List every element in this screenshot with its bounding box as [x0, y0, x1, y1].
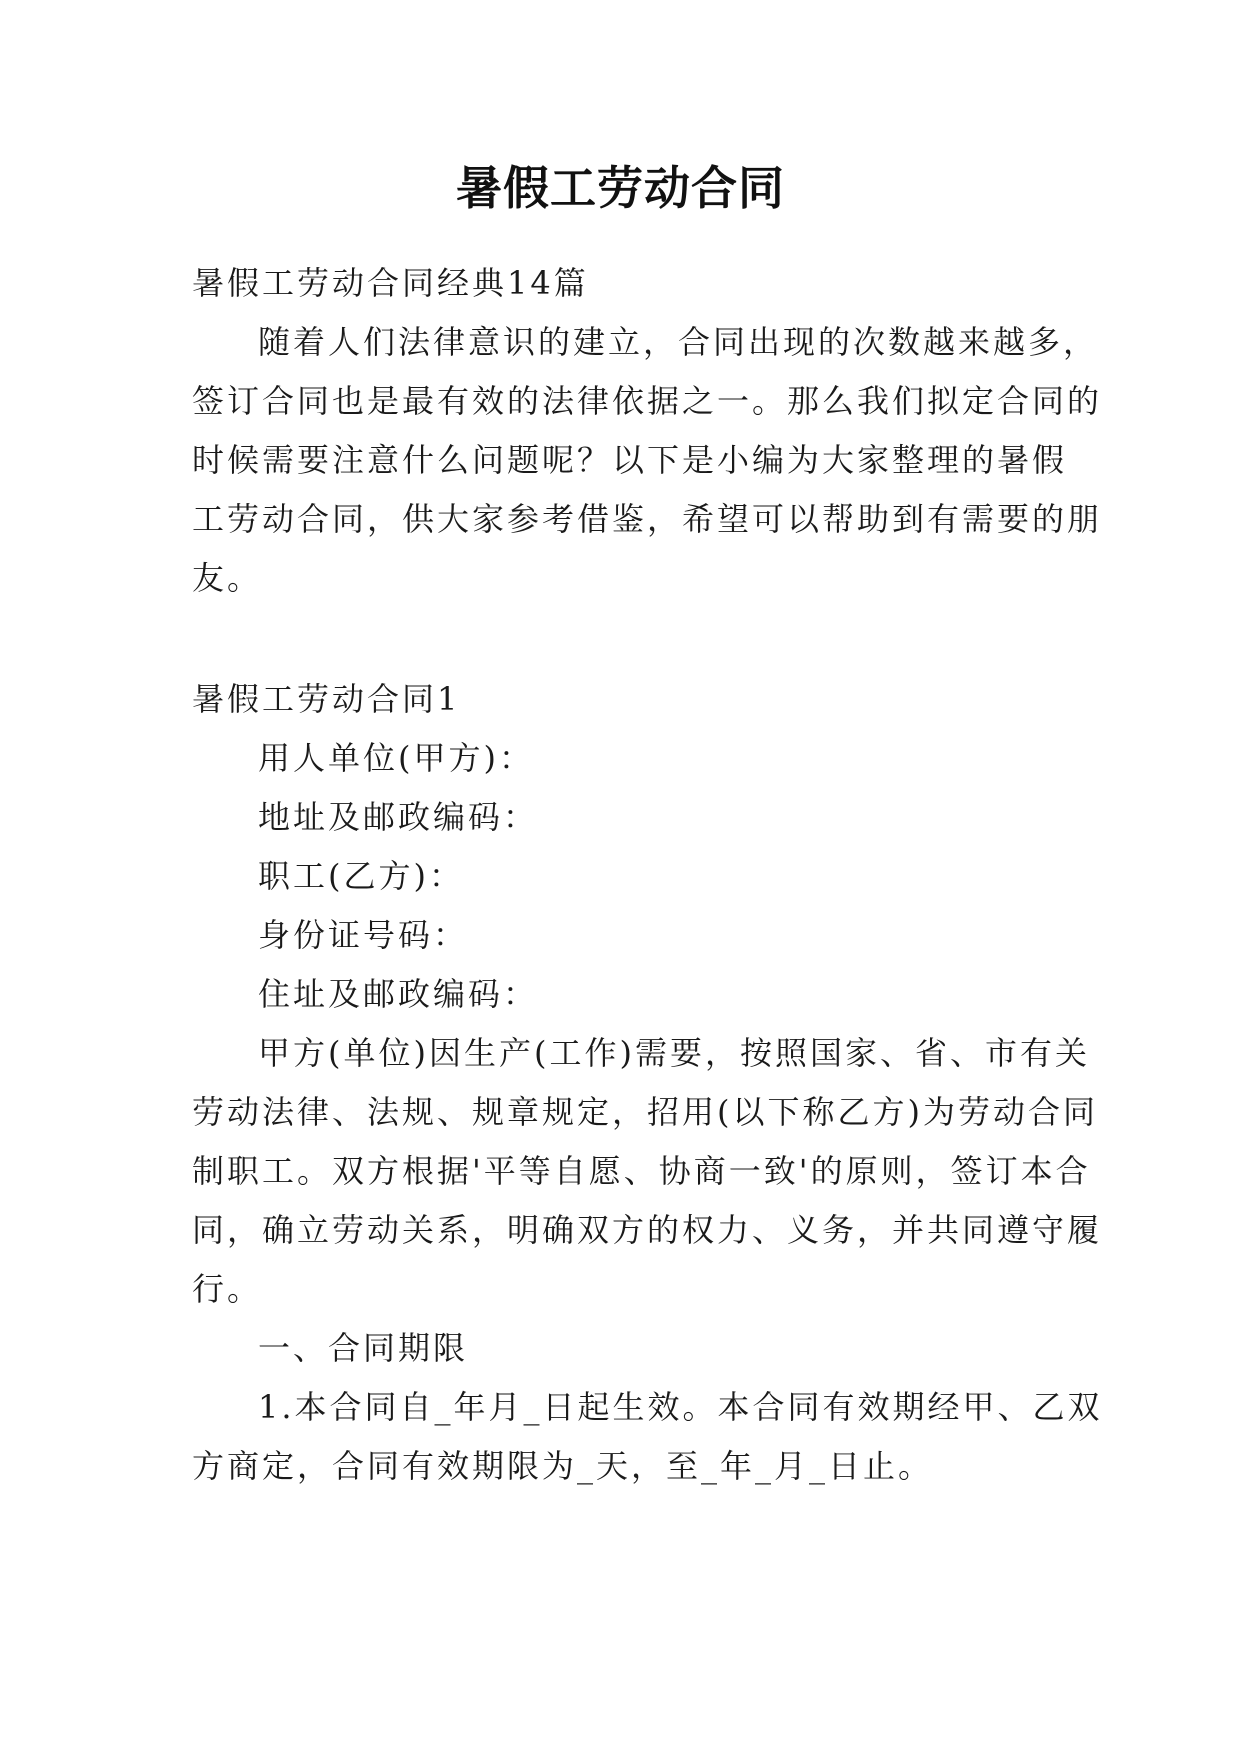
paragraph-line: 甲方(单位)因生产(工作)需要，按照国家、省、市有关 [258, 1034, 1090, 1072]
field-employer: 用人单位(甲方)： [258, 739, 534, 777]
intro-line: 签订合同也是最有效的法律依据之一。那么我们拟定合同的 [192, 382, 1103, 420]
section-heading: 暑假工劳动合同1 [192, 680, 461, 718]
clause-heading: 一、合同期限 [258, 1329, 469, 1367]
document-body [192, 254, 1103, 608]
intro-line: 工劳动合同，供大家参考借鉴，希望可以帮助到有需要的朋 [192, 500, 1103, 538]
paragraph-line: 行。 [192, 1270, 263, 1308]
intro-line: 友。 [192, 559, 263, 597]
field-employee: 职工(乙方)： [258, 857, 464, 895]
paragraph-line: 劳动法律、法规、规章规定，招用(以下称乙方)为劳动合同 [192, 1093, 1098, 1131]
subtitle: 暑假工劳动合同经典14篇 [192, 264, 589, 302]
clause-line: 1.本合同自_年月_日起生效。本合同有效期经甲、乙双 [258, 1388, 1103, 1426]
field-id-number: 身份证号码： [258, 916, 469, 954]
field-residence: 住址及邮政编码： [258, 975, 539, 1013]
section-1 [192, 670, 1103, 1496]
document-title: 暑假工劳动合同 [456, 161, 785, 215]
intro-line: 随着人们法律意识的建立，合同出现的次数越来越多， [258, 323, 1099, 361]
paragraph-line: 制职工。双方根据'平等自愿、协商一致'的原则，签订本合 [192, 1152, 1091, 1190]
paragraph-line: 同，确立劳动关系，明确双方的权力、义务，并共同遵守履 [192, 1211, 1103, 1249]
field-address: 地址及邮政编码： [258, 798, 539, 836]
clause-line: 方商定，合同有效期限为_天，至_年_月_日止。 [192, 1447, 934, 1485]
intro-line: 时候需要注意什么问题呢？以下是小编为大家整理的暑假 [192, 441, 1068, 479]
